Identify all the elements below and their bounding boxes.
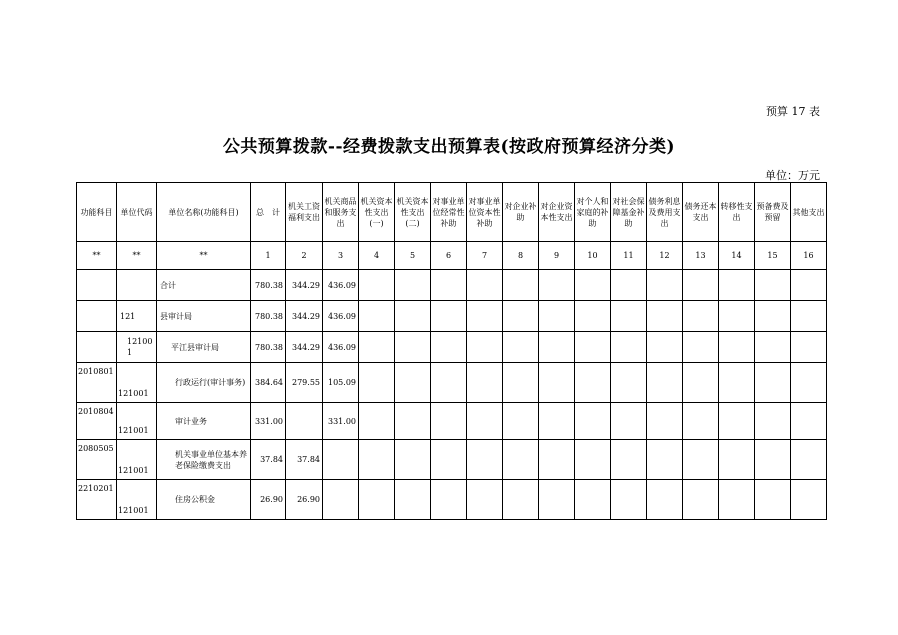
table-row xyxy=(77,332,827,363)
total-cell: 780.38 xyxy=(251,270,286,301)
index-cell: 16 xyxy=(791,242,827,270)
column-header: 债务还本支出 xyxy=(683,183,719,242)
empty-cell xyxy=(611,480,647,520)
index-cell: 10 xyxy=(575,242,611,270)
table-row xyxy=(77,440,827,480)
empty-cell xyxy=(791,363,827,403)
empty-cell xyxy=(467,301,503,332)
empty-cell xyxy=(539,301,575,332)
empty-cell xyxy=(791,403,827,440)
empty-cell xyxy=(359,480,395,520)
table-row xyxy=(77,270,827,301)
table-row xyxy=(77,363,827,403)
empty-cell xyxy=(503,480,539,520)
empty-cell xyxy=(611,363,647,403)
column-header: 功能科目 xyxy=(77,183,117,242)
empty-cell xyxy=(791,270,827,301)
unit-name-cell: 合计 xyxy=(157,270,251,301)
func-code-cell xyxy=(77,332,117,363)
empty-cell xyxy=(539,270,575,301)
empty-cell xyxy=(683,301,719,332)
index-cell: 15 xyxy=(755,242,791,270)
empty-cell xyxy=(755,363,791,403)
empty-cell xyxy=(755,480,791,520)
empty-cell xyxy=(719,403,755,440)
empty-cell xyxy=(395,301,431,332)
index-cell: 4 xyxy=(359,242,395,270)
total-cell: 780.38 xyxy=(251,301,286,332)
unit-code-cell: 121001 xyxy=(117,403,157,440)
column-header: 机关商品和服务支出 xyxy=(323,183,359,242)
empty-cell xyxy=(539,363,575,403)
empty-cell xyxy=(719,270,755,301)
empty-cell xyxy=(431,363,467,403)
unit-name-cell: 住房公积金 xyxy=(157,480,251,520)
empty-cell xyxy=(467,363,503,403)
total-cell: 26.90 xyxy=(251,480,286,520)
index-cell: 1 xyxy=(251,242,286,270)
empty-cell xyxy=(431,270,467,301)
empty-cell xyxy=(647,332,683,363)
column-header: 单位代码 xyxy=(117,183,157,242)
empty-cell xyxy=(539,440,575,480)
column-header: 对个人和家庭的补助 xyxy=(575,183,611,242)
empty-cell xyxy=(575,480,611,520)
index-cell: 2 xyxy=(286,242,323,270)
column-header: 预备费及预留 xyxy=(755,183,791,242)
index-cell: 6 xyxy=(431,242,467,270)
empty-cell xyxy=(683,403,719,440)
unit-name-cell: 平江县审计局 xyxy=(157,332,251,363)
empty-cell xyxy=(791,480,827,520)
budget-table xyxy=(76,182,827,520)
empty-cell xyxy=(431,403,467,440)
page-title: 公共预算拨款--经费拨款支出预算表(按政府预算经济分类) xyxy=(222,137,676,157)
column-header: 单位名称(功能科目) xyxy=(157,183,251,242)
empty-cell xyxy=(647,301,683,332)
empty-cell xyxy=(503,440,539,480)
empty-cell xyxy=(431,480,467,520)
empty-cell xyxy=(575,363,611,403)
func-code-cell: 2010804 xyxy=(77,403,117,440)
empty-cell xyxy=(683,440,719,480)
empty-cell xyxy=(359,403,395,440)
unit-code-cell xyxy=(117,270,157,301)
empty-cell xyxy=(683,363,719,403)
total-cell: 331.00 xyxy=(251,403,286,440)
value-cell: 436.09 xyxy=(323,270,359,301)
empty-cell xyxy=(467,332,503,363)
empty-cell xyxy=(719,301,755,332)
value-cell: 331.00 xyxy=(323,403,359,440)
value-cell xyxy=(323,480,359,520)
unit-code-cell: 121001 xyxy=(117,363,157,403)
empty-cell xyxy=(395,480,431,520)
empty-cell xyxy=(539,332,575,363)
unit-name-cell: 行政运行(审计事务) xyxy=(157,363,251,403)
column-header: 对社会保障基金补助 xyxy=(611,183,647,242)
value-cell: 344.29 xyxy=(286,332,323,363)
empty-cell xyxy=(575,270,611,301)
index-cell: ** xyxy=(117,242,157,270)
empty-cell xyxy=(359,440,395,480)
func-code-cell xyxy=(77,270,117,301)
unit-label: 单位：万元 xyxy=(765,169,820,182)
empty-cell xyxy=(395,403,431,440)
func-code-cell: 2010801 xyxy=(77,363,117,403)
empty-cell xyxy=(611,270,647,301)
empty-cell xyxy=(719,480,755,520)
value-cell: 344.29 xyxy=(286,270,323,301)
func-code-cell: 2080505 xyxy=(77,440,117,480)
empty-cell xyxy=(647,403,683,440)
index-cell: 3 xyxy=(323,242,359,270)
unit-code-cell: 121 xyxy=(117,301,157,332)
empty-cell xyxy=(431,301,467,332)
index-cell: 13 xyxy=(683,242,719,270)
total-cell: 780.38 xyxy=(251,332,286,363)
empty-cell xyxy=(719,332,755,363)
empty-cell xyxy=(611,403,647,440)
empty-cell xyxy=(359,301,395,332)
empty-cell xyxy=(395,363,431,403)
table-row xyxy=(77,480,827,520)
empty-cell xyxy=(467,403,503,440)
column-header: 对事业单位经常性补助 xyxy=(431,183,467,242)
empty-cell xyxy=(791,332,827,363)
unit-code-cell: 121001 xyxy=(117,332,157,363)
total-cell: 384.64 xyxy=(251,363,286,403)
value-cell: 37.84 xyxy=(286,440,323,480)
column-header: 机关资本性支出(二) xyxy=(395,183,431,242)
empty-cell xyxy=(431,440,467,480)
empty-cell xyxy=(647,440,683,480)
empty-cell xyxy=(467,440,503,480)
empty-cell xyxy=(683,332,719,363)
empty-cell xyxy=(611,332,647,363)
column-header: 转移性支出 xyxy=(719,183,755,242)
empty-cell xyxy=(647,480,683,520)
empty-cell xyxy=(359,332,395,363)
value-cell xyxy=(286,403,323,440)
empty-cell xyxy=(539,480,575,520)
empty-cell xyxy=(683,480,719,520)
empty-cell xyxy=(503,301,539,332)
value-cell: 436.09 xyxy=(323,332,359,363)
empty-cell xyxy=(611,440,647,480)
column-header: 机关工资福利支出 xyxy=(286,183,323,242)
unit-code-cell: 121001 xyxy=(117,440,157,480)
empty-cell xyxy=(683,270,719,301)
column-header: 机关资本性支出(一) xyxy=(359,183,395,242)
empty-cell xyxy=(395,270,431,301)
empty-cell xyxy=(647,363,683,403)
empty-cell xyxy=(719,363,755,403)
empty-cell xyxy=(575,440,611,480)
empty-cell xyxy=(359,363,395,403)
index-cell: 12 xyxy=(647,242,683,270)
unit-name-cell: 机关事业单位基本养老保险缴费支出 xyxy=(157,440,251,480)
empty-cell xyxy=(575,301,611,332)
empty-cell xyxy=(647,270,683,301)
empty-cell xyxy=(791,440,827,480)
empty-cell xyxy=(467,480,503,520)
index-cell: 7 xyxy=(467,242,503,270)
empty-cell xyxy=(791,301,827,332)
empty-cell xyxy=(359,270,395,301)
column-header: 债务利息及费用支出 xyxy=(647,183,683,242)
empty-cell xyxy=(755,440,791,480)
table-number: 预算 17 表 xyxy=(766,105,820,118)
value-cell: 26.90 xyxy=(286,480,323,520)
index-row xyxy=(77,242,827,270)
index-cell: ** xyxy=(157,242,251,270)
index-cell: 9 xyxy=(539,242,575,270)
value-cell: 279.55 xyxy=(286,363,323,403)
value-cell: 344.29 xyxy=(286,301,323,332)
empty-cell xyxy=(719,440,755,480)
unit-name-cell: 县审计局 xyxy=(157,301,251,332)
empty-cell xyxy=(611,301,647,332)
index-cell: 11 xyxy=(611,242,647,270)
index-cell: 5 xyxy=(395,242,431,270)
empty-cell xyxy=(575,403,611,440)
column-header: 其他支出 xyxy=(791,183,827,242)
empty-cell xyxy=(395,332,431,363)
value-cell: 105.09 xyxy=(323,363,359,403)
value-cell: 436.09 xyxy=(323,301,359,332)
empty-cell xyxy=(503,403,539,440)
empty-cell xyxy=(503,270,539,301)
value-cell xyxy=(323,440,359,480)
index-cell: ** xyxy=(77,242,117,270)
column-header: 对事业单位资本性补助 xyxy=(467,183,503,242)
header-row xyxy=(77,183,827,242)
func-code-cell: 2210201 xyxy=(77,480,117,520)
unit-code-cell: 121001 xyxy=(117,480,157,520)
empty-cell xyxy=(575,332,611,363)
empty-cell xyxy=(539,403,575,440)
func-code-cell xyxy=(77,301,117,332)
empty-cell xyxy=(431,332,467,363)
table-row xyxy=(77,301,827,332)
empty-cell xyxy=(395,440,431,480)
unit-name-cell: 审计业务 xyxy=(157,403,251,440)
empty-cell xyxy=(467,270,503,301)
column-header: 总 计 xyxy=(251,183,286,242)
index-cell: 8 xyxy=(503,242,539,270)
empty-cell xyxy=(755,270,791,301)
empty-cell xyxy=(503,363,539,403)
empty-cell xyxy=(755,301,791,332)
table-row xyxy=(77,403,827,440)
index-cell: 14 xyxy=(719,242,755,270)
empty-cell xyxy=(755,332,791,363)
empty-cell xyxy=(503,332,539,363)
column-header: 对企业资本性支出 xyxy=(539,183,575,242)
total-cell: 37.84 xyxy=(251,440,286,480)
column-header: 对企业补助 xyxy=(503,183,539,242)
empty-cell xyxy=(755,403,791,440)
